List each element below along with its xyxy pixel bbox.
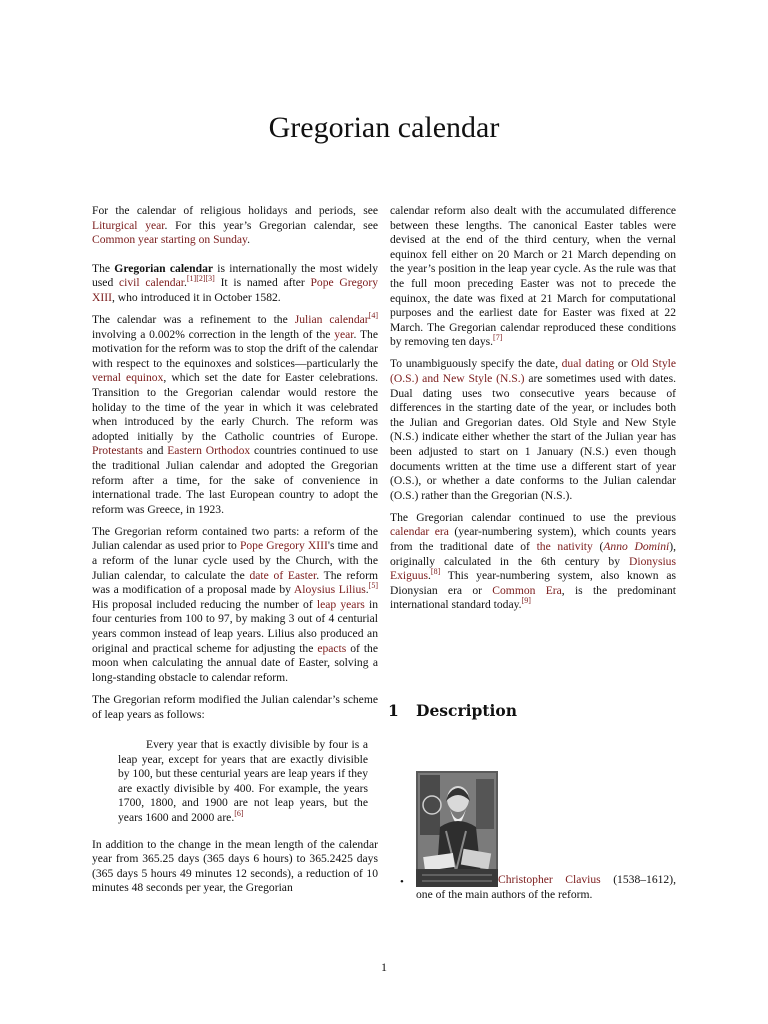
text: ), originally calculated in the 6th century by bbox=[390, 540, 677, 568]
text: His proposal included reducing the number of bbox=[92, 597, 317, 611]
link-pope-gregory[interactable]: Pope Gregory XIII bbox=[92, 276, 379, 304]
text: . The motivation for the reform was to stop the drift of the calendar with respect to the equinoxes and solstices—particularly the bbox=[92, 327, 378, 370]
text: The calendar was a refinement to the bbox=[92, 313, 295, 327]
hatnote bbox=[92, 204, 378, 248]
paragraph-dual-dating bbox=[390, 357, 676, 503]
link-pope-gregory[interactable]: Pope Gregory XIII bbox=[239, 539, 328, 553]
text: in four centuries from 100 to 97, by making 3 out of 4 centurial years common instead of leap years. Lilius also produced an original and practical scheme for adjusting the bbox=[92, 597, 379, 655]
paragraph-two-parts bbox=[92, 525, 378, 686]
section-heading-description bbox=[388, 701, 676, 721]
text: For the calendar of religious holidays and periods, see bbox=[92, 204, 378, 217]
section-title: Description bbox=[416, 701, 518, 721]
paragraph-mean-length: In addition to the change in the mean length of the calendar year from 365.25 days (365 days 6 hours) to 365.2425 days (365 days 5 hours 49 minutes 12 seconds), a reduction of 10 minutes 48 seconds per year, the Gregorian bbox=[92, 837, 378, 895]
bold-term: Gregorian calendar bbox=[114, 261, 214, 275]
text: To unambiguously specify the date, bbox=[390, 357, 562, 371]
quote-text: Every year that is exactly divisible by four is a leap year, except for years that are exactly divisible by 100, but these centurial years are leap years if they are exactly divisible by 400. For example, the years 1700, 1800, and 1900 are not leap years, but the years 1600 and 2000 are. bbox=[118, 738, 368, 825]
text: It is named after bbox=[214, 276, 311, 290]
figure-list-item bbox=[390, 771, 676, 902]
link-civil-calendar[interactable]: civil calendar bbox=[118, 276, 184, 290]
paragraph-refinement bbox=[92, 313, 378, 517]
text: calendar reform also dealt with the accumulated difference between these lengths. The canonical Easter tables were devised at the end of the third century, when the vernal equinox fell either on 20 March or 21 March depending on the year’s position in the leap year cycle. As the rule was that the full moon preceding Easter was not to precede the equinox, the date was fixed at 21 March for computational purposes and the earliest date for Easter was fixed at 22 March. The Gregorian calendar reproduced these conditions by removing ten days. bbox=[390, 204, 676, 349]
text: is internationally the most widely used bbox=[92, 261, 378, 290]
text: , who introduced it in October 1582. bbox=[111, 290, 281, 304]
text: of the moon when calculating the annual date of Easter, solving a long-standing obstacle to calendar reform. bbox=[92, 641, 379, 684]
citation-ref[interactable]: [8] bbox=[430, 567, 441, 577]
link-christopher-clavius[interactable]: Christopher Clavius bbox=[498, 873, 601, 887]
text: . bbox=[247, 233, 251, 247]
citation-ref[interactable]: [9] bbox=[521, 596, 531, 606]
text: , which set the date for Easter celebrations. Transition to the Gregorian calendar would restore the holiday to the time of the year in which it was celebrated when introduced by the early Church. The reform was adopted initially by the Catholic countries of Europe. bbox=[92, 371, 378, 443]
page-title: Gregorian calendar bbox=[268, 111, 500, 144]
text: or bbox=[614, 357, 632, 371]
bullet-icon: • bbox=[400, 876, 404, 889]
section-number: 1 bbox=[388, 701, 399, 721]
text: . The reform was a modification of a proposal made by bbox=[92, 568, 378, 597]
link-aloysius-lilius[interactable]: Aloysius Lilius bbox=[293, 583, 366, 597]
text: . For this year’s Gregorian calendar, see bbox=[164, 218, 378, 232]
text: This year-numbering system, also known as Dionysian era or bbox=[390, 569, 676, 597]
text: countries continued to use the traditional Julian calendar and adopted the Gregorian reform after a time, for the sake of convenience in international trade. The last European country to adopt the reform was Greece, in 1923. bbox=[92, 444, 378, 516]
figure-caption bbox=[416, 873, 676, 902]
block-quote bbox=[118, 738, 368, 826]
link-anno-domini[interactable]: Anno Domini bbox=[603, 540, 670, 554]
link-liturgical-year[interactable]: Liturgical year bbox=[92, 218, 165, 232]
text: , is the predominant international standard today. bbox=[390, 583, 676, 612]
text: are sometimes used with dates. Dual dating uses two consecutive years because of differences in the starting date of the year, or includes both the Julian and Gregorian dates. Old Style and New Style (N.S.) indicate either whether the start of the Julian year has been adjusted to start on 1 January (N.S.) even though documents written at the time use a different start of year (O.S.), or whether a date conforms to the Julian calendar (O.S.) rather than the Gregorian (N.S.). bbox=[390, 372, 676, 502]
text: ( bbox=[592, 540, 604, 554]
citation-ref[interactable]: [7] bbox=[493, 333, 503, 343]
page-number: 1 bbox=[381, 960, 387, 974]
link-dionysius-exiguus[interactable]: Dionysius Exiguus bbox=[390, 554, 676, 583]
text: 's time and a reform of the lunar cycle used by the Church, with the Julian calendar, to calculate the bbox=[92, 539, 379, 582]
link-old-new-style[interactable]: Old Style (O.S.) and New Style (N.S.) bbox=[390, 357, 676, 386]
text: involving a 0.002% correction in the length of the bbox=[92, 327, 335, 341]
link-common-year-sunday[interactable]: Common year starting on Sunday bbox=[92, 233, 248, 247]
link-date-of-easter[interactable]: date of Easter bbox=[249, 568, 317, 582]
paragraph-easter-tables bbox=[390, 204, 676, 350]
text: The Gregorian calendar continued to use the previous bbox=[390, 510, 676, 524]
caption-text: (1538–1612), one of the main authors of the reform. bbox=[416, 873, 676, 901]
link-eastern-orthodox[interactable]: Eastern Orthodox bbox=[167, 444, 251, 458]
right-column bbox=[390, 204, 676, 902]
text: (year-numbering system), which counts years from the traditional date of bbox=[390, 525, 676, 554]
link-calendar-era[interactable]: calendar era bbox=[390, 525, 449, 539]
engraving-illustration bbox=[416, 771, 498, 887]
text: The bbox=[92, 261, 115, 275]
text: . bbox=[365, 583, 369, 597]
link-vernal-equinox[interactable]: vernal equinox bbox=[92, 371, 164, 385]
text: . bbox=[183, 276, 187, 290]
citation-ref[interactable]: [1][2][3] bbox=[186, 274, 215, 284]
link-the-nativity[interactable]: the nativity bbox=[536, 540, 593, 554]
link-leap-years[interactable]: leap years bbox=[316, 597, 365, 611]
paragraph-intro bbox=[92, 262, 378, 306]
link-year[interactable]: year bbox=[334, 327, 354, 341]
text: The Gregorian reform contained two parts: a reform of the Julian calendar as used prior to bbox=[92, 524, 378, 553]
citation-ref[interactable]: [5] bbox=[368, 581, 378, 591]
clavius-portrait-image[interactable] bbox=[416, 771, 498, 887]
link-epacts[interactable]: epacts bbox=[317, 641, 347, 655]
paragraph-leap-scheme: The Gregorian reform modified the Julian calendar’s scheme of leap years as follows: bbox=[92, 692, 378, 721]
link-julian-calendar[interactable]: Julian calendar bbox=[294, 313, 369, 327]
citation-ref[interactable]: [6] bbox=[234, 809, 244, 819]
link-protestants[interactable]: Protestants bbox=[92, 444, 143, 458]
citation-ref[interactable]: [4] bbox=[368, 311, 378, 321]
left-column bbox=[92, 204, 378, 904]
text: . bbox=[428, 569, 431, 583]
link-dual-dating[interactable]: dual dating bbox=[561, 357, 615, 371]
link-common-era[interactable]: Common Era bbox=[492, 583, 562, 597]
paragraph-calendar-era bbox=[390, 511, 676, 613]
text: and bbox=[142, 444, 168, 458]
